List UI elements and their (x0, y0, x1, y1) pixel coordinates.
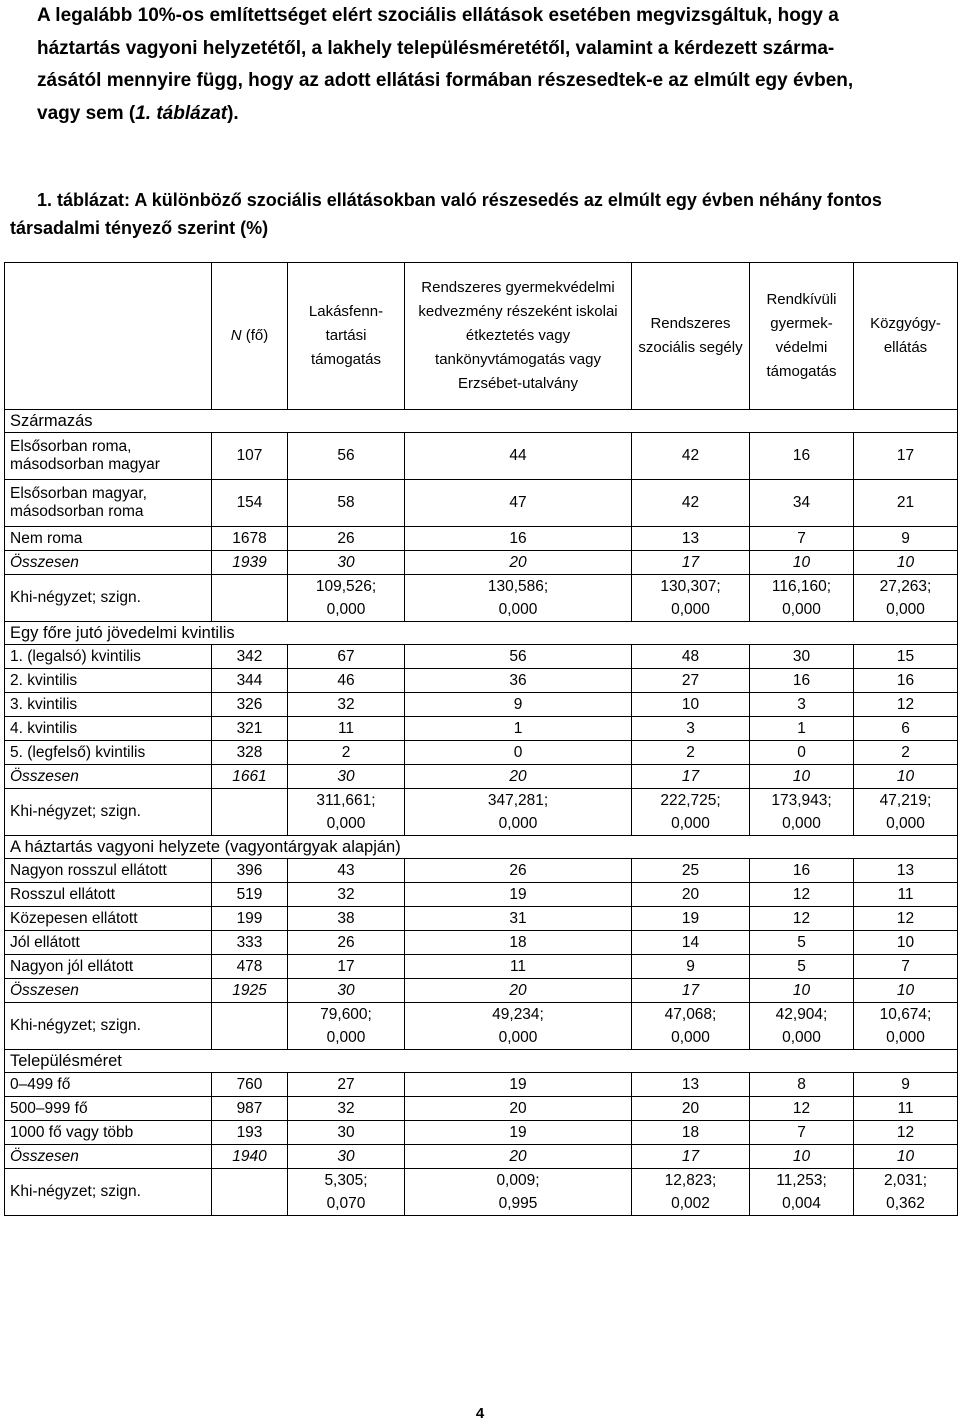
caption-number: 1. táblázat: (37, 190, 131, 210)
chi-square-row (5, 1003, 958, 1050)
section-header-row (5, 1050, 958, 1073)
header-regular-social-aid: Rendszeres szociális segély (632, 263, 750, 410)
section-title: Egy főre jutó jövedelmi kvintilis (5, 622, 958, 645)
table-row (5, 1073, 958, 1097)
chi-square-statistic: 11,253; (776, 1172, 827, 1189)
chi-square-value (405, 1169, 632, 1216)
table-row (5, 907, 958, 931)
row-label: Jól ellátott (5, 931, 212, 955)
header-extraordinary-child-support: Rendkívüli gyermek-védelmi támogatás (750, 263, 854, 410)
total-value: 20 (405, 979, 632, 1003)
row-label: 3. kvintilis (5, 693, 212, 717)
cell-value: 5 (750, 931, 854, 955)
chi-square-label: Khi-négyzet; szign. (5, 1003, 212, 1050)
cell-value: 46 (288, 669, 405, 693)
row-label: 0–499 fő (5, 1073, 212, 1097)
cell-value: 27 (288, 1073, 405, 1097)
cell-value: 14 (632, 931, 750, 955)
row-label: 5. (legfelső) kvintilis (5, 741, 212, 765)
cell-value: 17 (854, 433, 958, 480)
cell-value: 13 (632, 1073, 750, 1097)
section-header-row (5, 836, 958, 859)
chi-square-statistic: 47,068; (664, 1006, 717, 1023)
significance-value: 0,000 (498, 815, 538, 832)
significance-value: 0,000 (671, 601, 710, 618)
cell-value: 10 (632, 693, 750, 717)
cell-n: 344 (212, 669, 288, 693)
table-row (5, 883, 958, 907)
chi-square-value (854, 789, 958, 836)
table-row (5, 859, 958, 883)
total-value: 10 (854, 551, 958, 575)
cell-n: 396 (212, 859, 288, 883)
cell-n: 342 (212, 645, 288, 669)
cell-value: 3 (750, 693, 854, 717)
cell-n: 333 (212, 931, 288, 955)
chi-square-value (288, 1003, 405, 1050)
cell-value: 20 (405, 1097, 632, 1121)
chi-square-empty (212, 1169, 288, 1216)
chi-square-statistic: 79,600; (320, 1006, 372, 1023)
section-title: Településméret (5, 1050, 958, 1073)
total-value: 30 (288, 979, 405, 1003)
cell-value: 13 (854, 859, 958, 883)
cell-value: 31 (405, 907, 632, 931)
chi-square-label: Khi-négyzet; szign. (5, 575, 212, 622)
chi-square-statistic: 12,823; (664, 1172, 717, 1189)
cell-value: 67 (288, 645, 405, 669)
total-n: 1925 (212, 979, 288, 1003)
total-value: 10 (750, 1145, 854, 1169)
chi-square-value (750, 789, 854, 836)
cell-value: 19 (405, 1121, 632, 1145)
total-row (5, 765, 958, 789)
significance-value: 0,070 (326, 1195, 366, 1212)
table-row (5, 741, 958, 765)
cell-value: 16 (750, 669, 854, 693)
chi-square-value (288, 575, 405, 622)
cell-value: 6 (854, 717, 958, 741)
cell-value: 19 (405, 1073, 632, 1097)
significance-value: 0,000 (782, 1029, 821, 1046)
cell-value: 3 (632, 717, 750, 741)
cell-value: 21 (854, 480, 958, 527)
cell-value: 32 (288, 883, 405, 907)
total-value: 10 (854, 979, 958, 1003)
significance-value: 0,995 (498, 1195, 538, 1212)
chi-square-row (5, 789, 958, 836)
chi-square-empty (212, 789, 288, 836)
cell-n: 519 (212, 883, 288, 907)
cell-n: 987 (212, 1097, 288, 1121)
cell-value: 20 (632, 883, 750, 907)
table-row (5, 669, 958, 693)
chi-square-statistic: 130,586; (487, 578, 549, 595)
cell-value: 18 (405, 931, 632, 955)
intro-line (37, 98, 927, 131)
chi-square-statistic: 0,009; (496, 1172, 540, 1189)
cell-value: 30 (288, 1121, 405, 1145)
total-value: 17 (632, 979, 750, 1003)
cell-value: 9 (854, 1073, 958, 1097)
cell-value: 30 (750, 645, 854, 669)
cell-value: 12 (750, 1097, 854, 1121)
chi-square-value (750, 1003, 854, 1050)
cell-value: 16 (750, 859, 854, 883)
cell-value: 26 (405, 859, 632, 883)
chi-square-statistic: 173,943; (771, 792, 832, 809)
cell-value: 9 (405, 693, 632, 717)
total-value: 20 (405, 765, 632, 789)
cell-n: 760 (212, 1073, 288, 1097)
chi-square-value (854, 1003, 958, 1050)
row-label: 1. (legalsó) kvintilis (5, 645, 212, 669)
intro-line: A legalább 10%-os említettséget elért szociális ellátások esetében megvizsgáltuk, hogy a (37, 5, 839, 26)
total-value: 30 (288, 765, 405, 789)
total-row (5, 551, 958, 575)
total-label: Összesen (5, 979, 212, 1003)
total-value: 17 (632, 551, 750, 575)
significance-value: 0,000 (326, 601, 366, 618)
cell-value: 13 (632, 527, 750, 551)
cell-value: 2 (854, 741, 958, 765)
chi-square-value (288, 789, 405, 836)
chi-square-statistic: 49,234; (492, 1006, 544, 1023)
cell-value: 0 (405, 741, 632, 765)
significance-value: 0,000 (498, 1029, 538, 1046)
total-value: 10 (854, 765, 958, 789)
total-value: 10 (750, 765, 854, 789)
header-n: N (fő) (212, 263, 288, 410)
cell-value: 20 (632, 1097, 750, 1121)
row-label: Rosszul ellátott (5, 883, 212, 907)
cell-value: 2 (288, 741, 405, 765)
table-reference: 1. táblázat (135, 102, 228, 124)
chi-square-value (288, 1169, 405, 1216)
total-row (5, 979, 958, 1003)
table-row (5, 527, 958, 551)
chi-square-value (405, 1003, 632, 1050)
cell-n: 326 (212, 693, 288, 717)
cell-value: 58 (288, 480, 405, 527)
page-number: 4 (475, 1405, 485, 1422)
cell-value: 43 (288, 859, 405, 883)
intro-line: háztartás vagyoni helyzetétől, a lakhely településméretétől, valamint a kérdezett szárma- (37, 37, 835, 59)
table-row (5, 717, 958, 741)
section-title: Származás (5, 410, 958, 433)
row-label: 2. kvintilis (5, 669, 212, 693)
total-value: 10 (750, 551, 854, 575)
chi-square-value (632, 789, 750, 836)
significance-value: 0,000 (886, 601, 925, 618)
cell-value: 42 (632, 480, 750, 527)
cell-value: 0 (750, 741, 854, 765)
total-value: 30 (288, 1145, 405, 1169)
row-label: Nagyon jól ellátott (5, 955, 212, 979)
total-value: 20 (405, 1145, 632, 1169)
total-n: 1939 (212, 551, 288, 575)
data-table (4, 262, 958, 1216)
row-label: Nem roma (5, 527, 212, 551)
cell-value: 32 (288, 1097, 405, 1121)
chi-square-value (750, 1169, 854, 1216)
table-row (5, 931, 958, 955)
chi-square-statistic: 27,263; (879, 578, 932, 595)
cell-value: 36 (405, 669, 632, 693)
table-row (5, 645, 958, 669)
total-value: 10 (750, 979, 854, 1003)
significance-value: 0,000 (326, 1029, 366, 1046)
significance-value: 0,000 (782, 815, 821, 832)
cell-value: 44 (405, 433, 632, 480)
significance-value: 0,002 (671, 1195, 710, 1212)
table-body (5, 410, 958, 1216)
chi-square-value (632, 1169, 750, 1216)
cell-value: 11 (854, 883, 958, 907)
cell-value: 9 (632, 955, 750, 979)
header-empty (5, 263, 212, 410)
chi-square-empty (212, 1003, 288, 1050)
row-label: Nagyon rosszul ellátott (5, 859, 212, 883)
row-label: Közepesen ellátott (5, 907, 212, 931)
section-header-row (5, 622, 958, 645)
cell-value: 42 (632, 433, 750, 480)
cell-value: 11 (405, 955, 632, 979)
total-label: Összesen (5, 765, 212, 789)
significance-value: 0,000 (498, 601, 538, 618)
cell-value: 7 (854, 955, 958, 979)
chi-square-statistic: 2,031; (883, 1172, 928, 1189)
chi-square-value (405, 789, 632, 836)
chi-square-value (632, 1003, 750, 1050)
chi-square-statistic: 10,674; (879, 1006, 932, 1023)
cell-value: 12 (854, 907, 958, 931)
total-value: 17 (632, 765, 750, 789)
cell-n: 193 (212, 1121, 288, 1145)
chi-square-value (750, 575, 854, 622)
cell-n: 321 (212, 717, 288, 741)
chi-square-statistic: 5,305; (324, 1172, 368, 1189)
cell-value: 8 (750, 1073, 854, 1097)
cell-value: 18 (632, 1121, 750, 1145)
chi-square-value (632, 575, 750, 622)
chi-square-row (5, 1169, 958, 1216)
intro-paragraph (37, 0, 927, 130)
cell-value: 12 (750, 883, 854, 907)
cell-value: 7 (750, 527, 854, 551)
chi-square-statistic: 347,281; (487, 792, 549, 809)
total-value: 10 (854, 1145, 958, 1169)
cell-value: 11 (854, 1097, 958, 1121)
total-value: 20 (405, 551, 632, 575)
row-label: 1000 fő vagy több (5, 1121, 212, 1145)
chi-square-statistic: 109,526; (315, 578, 377, 595)
row-label: Elsősorban roma, másodsorban magyar (5, 433, 212, 480)
row-label: 4. kvintilis (5, 717, 212, 741)
chi-square-statistic: 222,725; (660, 792, 721, 809)
cell-value: 19 (632, 907, 750, 931)
header-public-health-care: Közgyógy-ellátás (854, 263, 958, 410)
significance-value: 0,000 (782, 601, 821, 618)
cell-value: 15 (854, 645, 958, 669)
cell-value: 26 (288, 931, 405, 955)
intro-text: ). (227, 102, 239, 124)
table-row (5, 433, 958, 480)
cell-value: 12 (854, 1121, 958, 1145)
cell-n: 1678 (212, 527, 288, 551)
cell-n: 154 (212, 480, 288, 527)
significance-value: 0,000 (886, 1029, 925, 1046)
cell-value: 11 (288, 717, 405, 741)
cell-value: 5 (750, 955, 854, 979)
cell-value: 7 (750, 1121, 854, 1145)
chi-square-statistic: 130,307; (660, 578, 721, 595)
chi-square-label: Khi-négyzet; szign. (5, 789, 212, 836)
header-housing-support: Lakásfenn-tartási támogatás (288, 263, 405, 410)
cell-value: 10 (854, 931, 958, 955)
significance-value: 0,362 (886, 1195, 925, 1212)
significance-value: 0,000 (671, 815, 710, 832)
significance-value: 0,004 (782, 1195, 821, 1212)
table-row (5, 955, 958, 979)
significance-value: 0,000 (886, 815, 925, 832)
section-title: A háztartás vagyoni helyzete (vagyontárgyak alapján) (5, 836, 958, 859)
caption-text: A különböző szociális ellátásokban való részesedés az elmúlt egy évben néhány fontos társadalmi tényező szerint (%) (10, 190, 882, 238)
significance-value: 0,000 (326, 815, 366, 832)
total-n: 1661 (212, 765, 288, 789)
significance-value: 0,000 (671, 1029, 710, 1046)
total-n: 1940 (212, 1145, 288, 1169)
cell-value: 56 (288, 433, 405, 480)
intro-text: vagy sem ( (37, 102, 136, 124)
cell-value: 12 (854, 693, 958, 717)
table-caption (10, 186, 910, 242)
cell-value: 16 (750, 433, 854, 480)
cell-n: 478 (212, 955, 288, 979)
header-child-protection-benefit: Rendszeres gyermekvédelmi kedvezmény részeként iskolai étkeztetés vagy tankönyvtámogatás vagy Erzsébet-utalvány (405, 263, 632, 410)
table-row (5, 1121, 958, 1145)
cell-value: 34 (750, 480, 854, 527)
intro-line: zásától mennyire függ, hogy az adott ellátási formában részesedtek-e az elmúlt egy évben, (37, 70, 854, 91)
cell-value: 56 (405, 645, 632, 669)
row-label: Elsősorban magyar, másodsorban roma (5, 480, 212, 527)
cell-value: 1 (405, 717, 632, 741)
cell-value: 25 (632, 859, 750, 883)
cell-value: 1 (750, 717, 854, 741)
chi-square-statistic: 116,160; (771, 578, 832, 595)
cell-n: 328 (212, 741, 288, 765)
chi-square-value (854, 1169, 958, 1216)
cell-n: 107 (212, 433, 288, 480)
total-row (5, 1145, 958, 1169)
cell-value: 48 (632, 645, 750, 669)
cell-value: 2 (632, 741, 750, 765)
chi-square-value (405, 575, 632, 622)
chi-square-statistic: 311,661; (316, 792, 376, 809)
cell-value: 17 (288, 955, 405, 979)
section-header-row (5, 410, 958, 433)
row-label: 500–999 fő (5, 1097, 212, 1121)
total-label: Összesen (5, 551, 212, 575)
cell-n: 199 (212, 907, 288, 931)
chi-square-label: Khi-négyzet; szign. (5, 1169, 212, 1216)
chi-square-statistic: 42,904; (775, 1006, 828, 1023)
cell-value: 32 (288, 693, 405, 717)
chi-square-value (854, 575, 958, 622)
header-row (5, 263, 958, 410)
cell-value: 16 (405, 527, 632, 551)
total-label: Összesen (5, 1145, 212, 1169)
cell-value: 38 (288, 907, 405, 931)
table-row (5, 693, 958, 717)
chi-square-empty (212, 575, 288, 622)
cell-value: 26 (288, 527, 405, 551)
table-row (5, 1097, 958, 1121)
cell-value: 47 (405, 480, 632, 527)
total-value: 17 (632, 1145, 750, 1169)
cell-value: 12 (750, 907, 854, 931)
chi-square-row (5, 575, 958, 622)
total-value: 30 (288, 551, 405, 575)
chi-square-statistic: 47,219; (879, 792, 932, 809)
table-row (5, 480, 958, 527)
cell-value: 16 (854, 669, 958, 693)
cell-value: 19 (405, 883, 632, 907)
cell-value: 9 (854, 527, 958, 551)
cell-value: 27 (632, 669, 750, 693)
